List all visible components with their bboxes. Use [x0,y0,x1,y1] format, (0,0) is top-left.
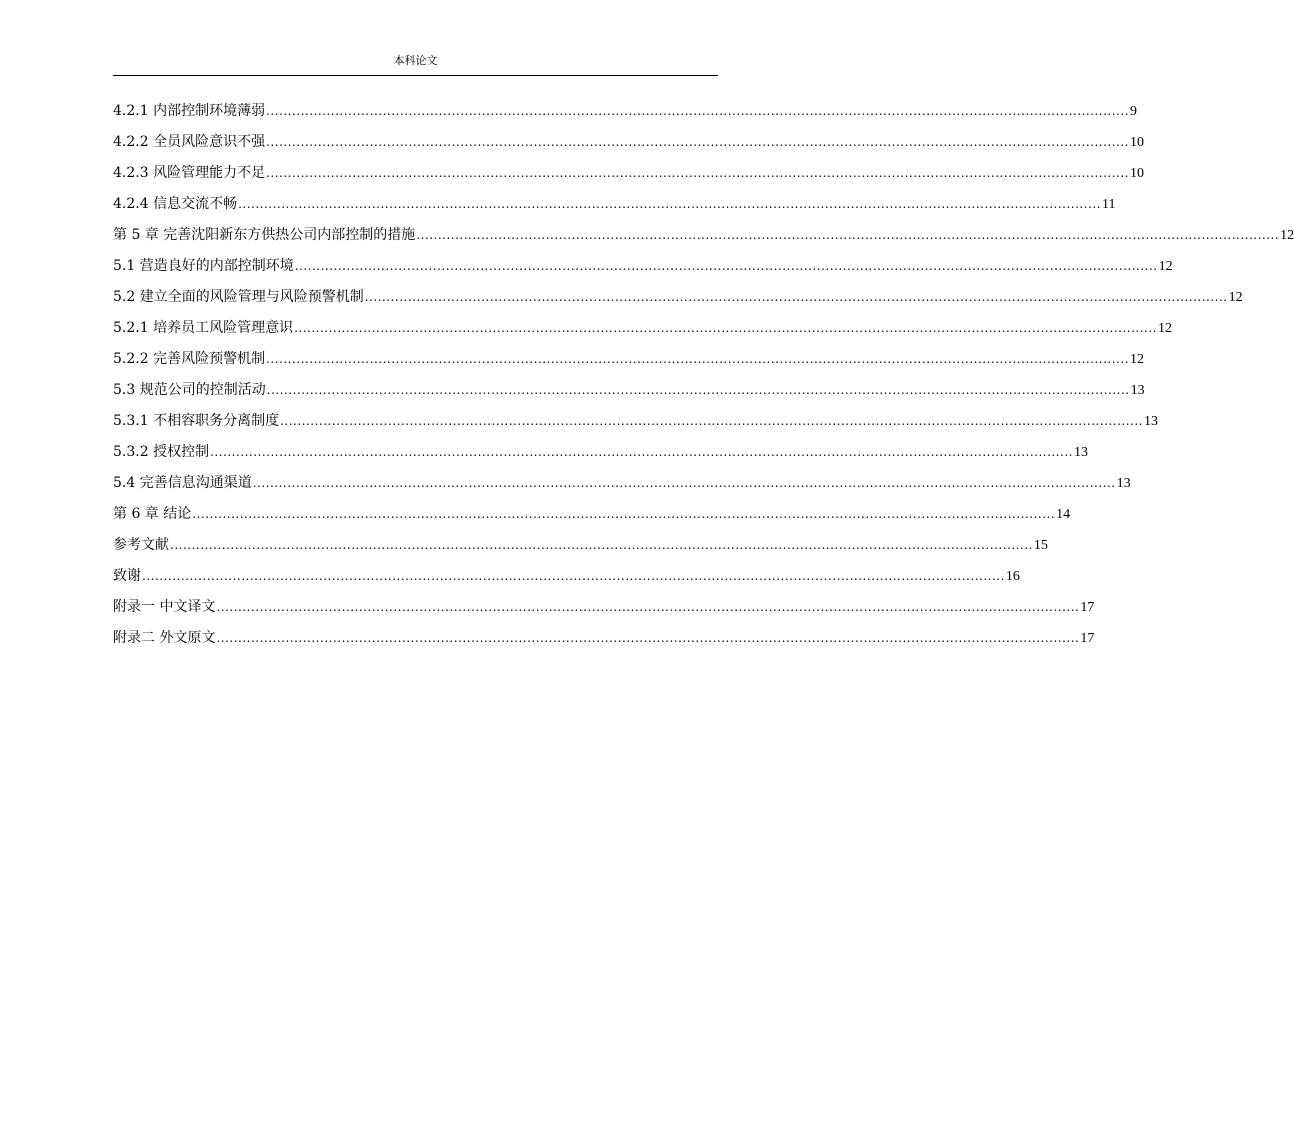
toc-entry-label: 5.3.2 授权控制 [113,444,210,460]
toc-entry-label: 附录一 中文译文 [113,599,216,615]
toc-entry-page: 14 [1056,507,1071,522]
toc-entry-label: 5.3.1 不相容职务分离制度 [113,413,280,429]
toc-entry[interactable] [113,251,1173,282]
toc-entry-page: 10 [1129,135,1144,150]
toc-entry-label: 4.2.4 信息交流不畅 [113,196,238,212]
toc-leader-dots: ........................................................................................................................................................................................................ [266,104,1129,118]
toc-entry-page: 13 [1116,476,1131,491]
toc-entry[interactable] [113,282,1243,313]
toc-leader-dots: ........................................................................................................................................................................................................ [294,321,1157,335]
toc-entry-page: 12 [1280,228,1294,243]
toc-entry-label: 4.2.3 风险管理能力不足 [113,165,266,181]
toc-entry-page: 10 [1129,166,1144,181]
toc-entry[interactable] [113,468,1131,499]
toc-entry-label: 5.2 建立全面的风险管理与风险预警机制 [113,289,364,305]
toc-leader-dots: ........................................................................................................................................................................................................ [216,600,1080,614]
toc-entry-label: 第 6 章 结论 [113,506,192,522]
toc-entry-page: 13 [1130,383,1145,398]
toc-entry[interactable] [113,344,1144,375]
toc-entry[interactable] [113,189,1116,220]
toc-entry-page: 9 [1129,104,1137,119]
toc-leader-dots: ........................................................................................................................................................................................................ [294,259,1158,273]
toc-entry-page: 17 [1080,600,1095,615]
toc-entry-label: 5.2.2 完善风险预警机制 [113,351,266,367]
toc-entry-page: 12 [1158,259,1173,274]
toc-entry-page: 17 [1080,631,1095,646]
toc-entry[interactable] [113,499,1071,530]
toc-entry[interactable] [113,530,1048,561]
toc-entry[interactable] [113,220,1294,251]
toc-leader-dots: ........................................................................................................................................................................................................ [266,166,1129,180]
toc-leader-dots: ........................................................................................................................................................................................................ [266,135,1129,149]
toc-leader-dots: ........................................................................................................................................................................................................ [192,507,1056,521]
toc-entry-label: 附录二 外文原文 [113,630,216,646]
page-header [113,52,718,76]
toc-entry-label: 致谢 [113,568,141,584]
toc-entry-label: 5.4 完善信息沟通渠道 [113,475,252,491]
toc-entry-label: 5.2.1 培养员工风险管理意识 [113,320,294,336]
toc-entry[interactable] [113,561,1020,592]
toc-entry-page: 12 [1228,290,1243,305]
toc-entry-label: 5.1 营造良好的内部控制环境 [113,258,294,274]
toc-leader-dots: ........................................................................................................................................................................................................ [280,414,1143,428]
table-of-contents [113,96,1294,654]
toc-entry-page: 16 [1005,569,1020,584]
toc-entry-label: 4.2.1 内部控制环境薄弱 [113,103,266,119]
toc-leader-dots: ........................................................................................................................................................................................................ [266,352,1129,366]
toc-entry-label: 参考文献 [113,537,169,553]
toc-leader-dots: ........................................................................................................................................................................................................ [238,197,1101,211]
header-title: 本科论文 [393,54,438,67]
toc-entry-label: 4.2.2 全员风险意识不强 [113,134,266,150]
toc-leader-dots: ........................................................................................................................................................................................................ [266,383,1130,397]
toc-entry[interactable] [113,313,1172,344]
toc-leader-dots: ........................................................................................................................................................................................................ [252,476,1116,490]
toc-entry-page: 13 [1073,445,1088,460]
toc-entry[interactable] [113,592,1095,623]
toc-entry[interactable] [113,127,1144,158]
toc-leader-dots: ........................................................................................................................................................................................................ [216,631,1080,645]
toc-leader-dots: ........................................................................................................................................................................................................ [416,228,1280,242]
toc-entry-page: 11 [1101,197,1116,212]
toc-entry[interactable] [113,623,1095,654]
toc-entry[interactable] [113,406,1158,437]
toc-entry[interactable] [113,375,1145,406]
toc-entry-page: 12 [1129,352,1144,367]
toc-leader-dots: ........................................................................................................................................................................................................ [364,290,1228,304]
toc-leader-dots: ........................................................................................................................................................................................................ [142,569,1005,583]
toc-entry-page: 15 [1033,538,1048,553]
toc-leader-dots: ........................................................................................................................................................................................................ [210,445,1073,459]
toc-entry-label: 5.3 规范公司的控制活动 [113,382,266,398]
toc-entry-label: 第 5 章 完善沈阳新东方供热公司内部控制的措施 [113,227,416,243]
toc-entry[interactable] [113,437,1088,468]
toc-entry-page: 12 [1157,321,1172,336]
toc-entry[interactable] [113,158,1144,189]
toc-entry-page: 13 [1143,414,1158,429]
toc-entry[interactable] [113,96,1137,127]
toc-leader-dots: ........................................................................................................................................................................................................ [170,538,1033,552]
